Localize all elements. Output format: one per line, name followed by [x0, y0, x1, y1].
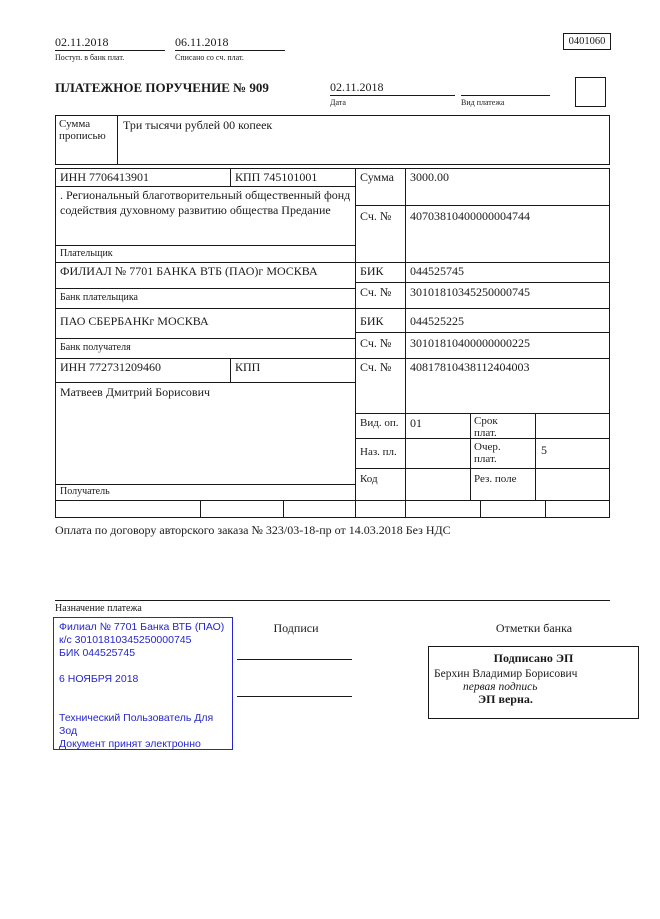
payer-account-label: Сч. №: [360, 209, 392, 223]
stamp-line: Документ принят электронно: [59, 738, 201, 750]
table-divider: [355, 282, 610, 283]
stamp-line: БИК 044525745: [59, 647, 136, 659]
beneficiary-kpp-label: КПП: [235, 360, 261, 374]
table-divider: [55, 245, 355, 246]
stamp-line: [59, 686, 227, 699]
date-debited-label: Списано со сч. плат.: [175, 53, 244, 62]
doc-date-value: 02.11.2018: [330, 80, 384, 94]
priority-value: 5: [541, 443, 547, 457]
table-divider: [55, 288, 355, 289]
table-divider: [545, 500, 546, 518]
beneficiary-account-label: Сч. №: [360, 360, 392, 374]
amount-words-label: Сумма прописью: [59, 118, 106, 142]
table-divider: [55, 382, 355, 383]
document-title: ПЛАТЕЖНОЕ ПОРУЧЕНИЕ № 909: [55, 80, 269, 95]
beneficiary-account: 40817810438112404003: [410, 360, 530, 374]
signature-valid-label: ЭП верна.: [478, 692, 533, 706]
beneficiary-bank-bik-label: БИК: [360, 314, 384, 328]
doc-date-underline: [330, 95, 455, 96]
date-received-value: 02.11.2018: [55, 35, 109, 49]
table-divider: [230, 168, 231, 186]
beneficiary-bank-name: ПАО СБЕРБАНКг МОСКВА: [60, 314, 209, 328]
table-divider: [55, 308, 610, 309]
payment-type-underline: [461, 95, 550, 96]
beneficiary-bank-account: 30101810400000000225: [410, 336, 530, 350]
payer-account: 40703810400000004744: [410, 209, 530, 223]
beneficiary-name: Матвеев Дмитрий Борисович: [60, 385, 211, 399]
doc-date-label: Дата: [330, 98, 346, 107]
table-divider: [355, 332, 610, 333]
table-divider: [480, 500, 481, 518]
stamp-line: Зод: [59, 725, 78, 737]
date-received-underline: [55, 50, 165, 51]
date-debited-underline: [175, 50, 285, 51]
bank-marks-label: Отметки банка: [495, 621, 573, 635]
table-divider: [283, 500, 284, 518]
payment-purpose-text: Оплата по договору авторского заказа № 323/03-18-пр от 14.03.2018 Без НДС: [55, 523, 451, 537]
payer-bank-label: Банк плательщика: [60, 292, 138, 303]
table-divider: [355, 205, 610, 206]
op-type-label: Вид. оп.: [360, 417, 399, 429]
beneficiary-bank-account-label: Сч. №: [360, 336, 392, 350]
signatures-label: Подписи: [273, 621, 319, 635]
stamp-line: к/с 30101810345250000745: [59, 634, 192, 646]
table-divider: [470, 413, 471, 500]
beneficiary-bank-bik: 044525225: [410, 314, 464, 328]
table-divider: [535, 413, 536, 500]
table-divider: [55, 186, 355, 187]
table-divider: [355, 168, 356, 500]
purpose-code-label: Наз. пл.: [360, 446, 397, 458]
stamp-line: [59, 699, 227, 712]
amount-words-value: Три тысячи рублей 00 копеек: [123, 118, 273, 132]
beneficiary-inn: ИНН 772731209460: [60, 360, 161, 374]
payer-bank-account-label: Сч. №: [360, 285, 392, 299]
beneficiary-label: Получатель: [60, 486, 110, 497]
signature-line: [237, 659, 352, 660]
stamp-line: Филиал № 7701 Банка ВТБ (ПАО): [59, 621, 225, 633]
table-divider: [55, 500, 610, 501]
stamp-line: [59, 660, 227, 673]
form-code-box: 0401060: [563, 33, 611, 50]
payer-name: . Региональный благотворительный общественный фонд содействия духовному развитию общества Предание: [60, 188, 351, 217]
amount-words-divider: [117, 115, 118, 165]
stamp-line: 6 НОЯБРЯ 2018: [59, 673, 139, 685]
payer-label: Плательщик: [60, 248, 113, 259]
payment-purpose-label: Назначение платежа: [55, 603, 142, 614]
code-label: Код: [360, 473, 378, 485]
signed-with-es-label: Подписано ЭП: [493, 651, 574, 665]
table-divider: [230, 358, 231, 382]
table-divider: [200, 500, 201, 518]
sum-value: 3000.00: [410, 170, 449, 184]
table-divider: [55, 484, 355, 485]
payment-purpose-rule: [55, 600, 610, 601]
date-received-label: Поступ. в банк плат.: [55, 53, 125, 62]
payment-type-box: [575, 77, 606, 107]
payer-bank-bik: 044525745: [410, 264, 464, 278]
table-divider: [355, 468, 610, 469]
reserve-field-label: Рез. поле: [474, 473, 517, 485]
payer-kpp: КПП 745101001: [235, 170, 318, 184]
payer-bank-bik-label: БИК: [360, 264, 384, 278]
table-divider: [355, 413, 610, 414]
payer-bank-name: ФИЛИАЛ № 7701 БАНКА ВТБ (ПАО)г МОСКВА: [60, 264, 318, 278]
pay-term-label: Срок плат.: [474, 415, 498, 439]
payer-inn: ИНН 7706413901: [60, 170, 149, 184]
priority-label: Очер. плат.: [474, 441, 501, 465]
table-divider: [55, 338, 355, 339]
table-divider: [55, 262, 610, 263]
table-divider: [405, 168, 406, 500]
date-debited-value: 06.11.2018: [175, 35, 229, 49]
table-divider: [55, 358, 610, 359]
sum-label: Сумма: [360, 170, 394, 184]
op-type-value: 01: [410, 416, 422, 430]
signature-type: первая подпись: [463, 681, 538, 693]
signature-line: [237, 696, 352, 697]
stamp-line: Технический Пользователь Для: [59, 712, 214, 724]
table-divider: [405, 500, 406, 518]
table-divider: [355, 500, 356, 518]
beneficiary-bank-label: Банк получателя: [60, 342, 131, 353]
signer-name: Берхин Владимир Борисович: [434, 668, 578, 680]
bank-electronic-stamp: [53, 617, 233, 750]
payer-bank-account: 30101810345250000745: [410, 285, 530, 299]
payment-type-label: Вид платежа: [461, 98, 505, 107]
